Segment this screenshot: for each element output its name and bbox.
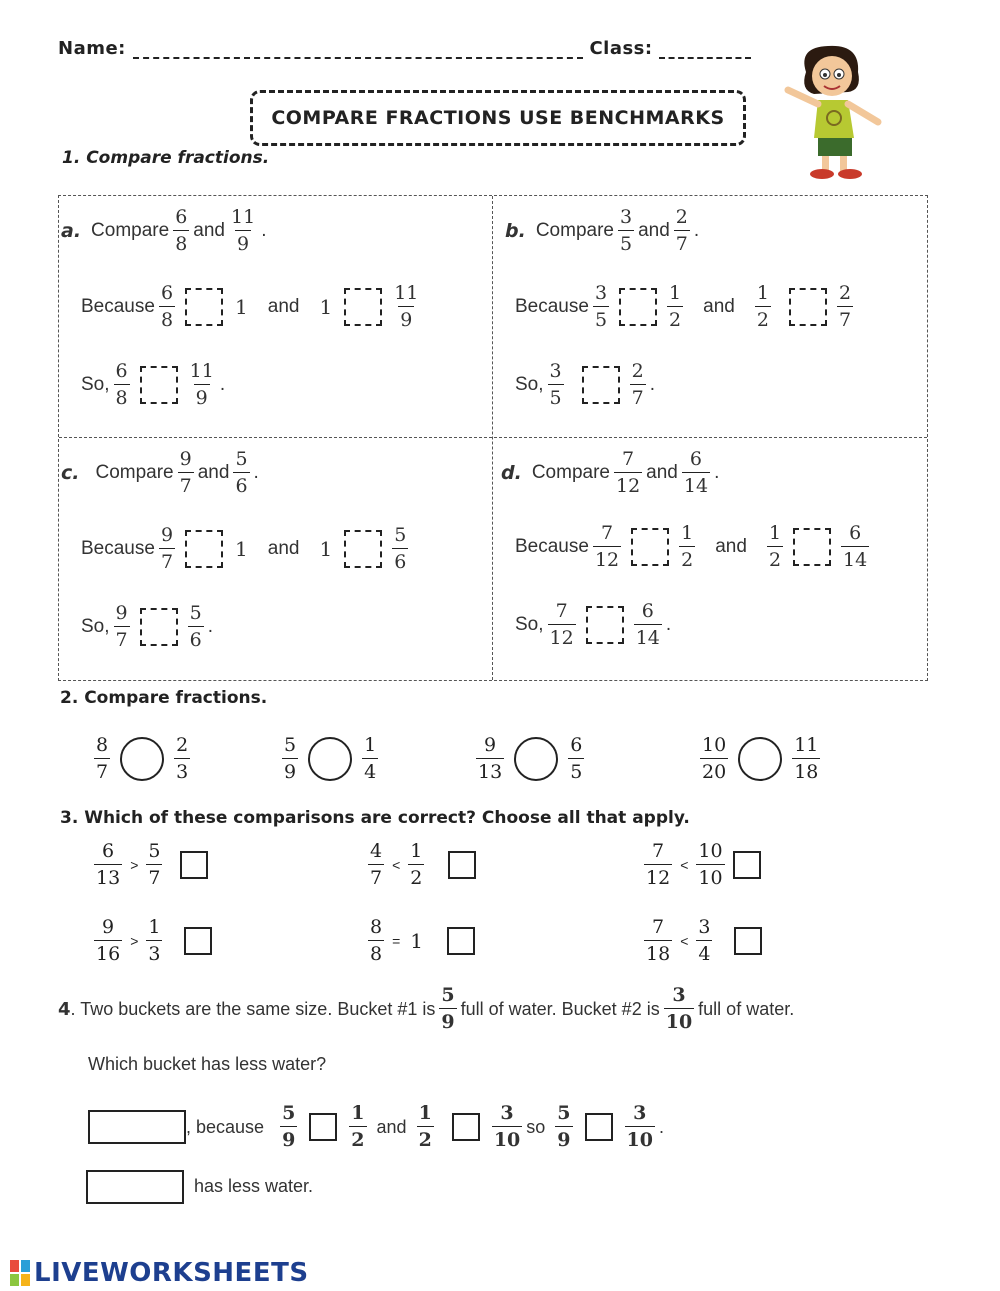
choice-checkbox[interactable] [447, 927, 475, 955]
fraction: $\frac{3}{10}$ [665, 984, 693, 1033]
answer-box[interactable] [793, 528, 831, 566]
class-label: Class: [589, 38, 653, 59]
fraction: $\frac{11}{9}$ [394, 282, 419, 331]
section-3-heading: 3. Which of these comparisons are correct? Choose all that apply. [60, 808, 690, 828]
fraction: $\frac{10}{20}$ [702, 734, 727, 783]
answer-square[interactable] [585, 1113, 613, 1141]
compare-circle[interactable] [738, 737, 782, 781]
benchmark-one: 1 [410, 929, 424, 953]
so-word: So, [81, 616, 110, 637]
problem-d: d. Compare $\frac{7}{12}$ and $\frac{6}{14}$ . Because $\frac{7}{12}$ $\frac{1}{2}$ and $\frac{1}{2}$ $\frac{6}{14}$ So, $\frac{7}{12}$ $\frac{6}{14}$ . [501, 448, 868, 649]
fraction: $\frac{7}{18}$ [646, 916, 671, 965]
problem-c: c. Compare $\frac{9}{7}$ and $\frac{5}{6}$ . Because $\frac{9}{7}$ 1 and 1 $\frac{5}{6}$ So, $\frac{9}{7}$ $\frac{5}{6}$ . [61, 448, 407, 651]
problem-4-text-c: full of water. [698, 998, 795, 1019]
benchmark-half: $\frac{1}{2}$ [768, 522, 782, 571]
fraction: $\frac{3}{10}$ [626, 1102, 653, 1151]
fraction: $\frac{3}{10}$ [493, 1102, 521, 1151]
and-word: and [267, 296, 300, 317]
because-word: , because [186, 1116, 265, 1137]
answer-box[interactable] [789, 288, 827, 326]
fraction: $\frac{9}{13}$ [478, 734, 503, 783]
fraction: $\frac{9}{7}$ [179, 448, 192, 497]
fraction: $\frac{6}{8}$ [160, 282, 174, 331]
comparison-operator: < [680, 857, 689, 873]
fraction: $\frac{3}{4}$ [698, 916, 711, 965]
problem-letter: a. [61, 220, 82, 242]
fraction: $\frac{9}{16}$ [96, 916, 121, 965]
benchmark-half: $\frac{1}{2}$ [681, 522, 694, 571]
problem-4-text-a: . Two buckets are the same size. Bucket #1 is [70, 998, 436, 1019]
answer-box[interactable] [619, 288, 657, 326]
fraction: $\frac{7}{12}$ [549, 600, 574, 649]
fraction: $\frac{3}{5}$ [549, 360, 562, 409]
answer-box[interactable] [344, 530, 382, 568]
brand-name: LIVEWORKSHEETS [34, 1258, 309, 1288]
fraction: $\frac{5}{9}$ [441, 984, 455, 1033]
compare-item-3 [472, 736, 588, 782]
compare-circle[interactable] [120, 737, 164, 781]
compare-item-2 [278, 736, 382, 782]
fraction: $\frac{6}{14}$ [635, 600, 660, 649]
answer-box[interactable] [586, 606, 624, 644]
fraction: $\frac{6}{14}$ [683, 448, 709, 497]
problem-letter: b. [505, 220, 526, 242]
choice-checkbox[interactable] [733, 851, 761, 879]
problem-4-reasoning: , because $\frac{5}{9}$ $\frac{1}{2}$ and $\frac{1}{2}$ $\frac{3}{10}$ so $\frac{5}{9}$ $\frac{3}{10}$ . [186, 1102, 664, 1151]
choice-checkbox[interactable] [184, 927, 212, 955]
section-2-heading: 2. Compare fractions. [60, 688, 268, 708]
comparison-operator: = [392, 933, 401, 949]
problem-number: 4 [58, 998, 71, 1020]
fraction: $\frac{11}{18}$ [794, 734, 819, 783]
less-water-answer-input[interactable] [86, 1170, 184, 1204]
and-word: and [193, 220, 225, 241]
fraction: $\frac{8}{7}$ [96, 734, 109, 783]
fraction: $\frac{6}{14}$ [843, 522, 868, 571]
fraction: $\frac{2}{3}$ [176, 734, 189, 783]
and-word: and [638, 220, 670, 241]
choice-item-4 [90, 918, 212, 964]
and-word: and [197, 462, 230, 483]
fraction: $\frac{5}{9}$ [282, 1102, 296, 1151]
fraction: $\frac{6}{8}$ [175, 206, 188, 255]
fraction: $\frac{11}{9}$ [189, 360, 214, 409]
fraction: $\frac{6}{5}$ [570, 734, 583, 783]
compare-word: Compare [95, 462, 174, 483]
because-word: Because [81, 538, 155, 559]
fraction: $\frac{7}{12}$ [594, 522, 620, 571]
fraction: $\frac{9}{7}$ [115, 602, 128, 651]
choice-item-2 [364, 842, 476, 888]
choice-checkbox[interactable] [448, 851, 476, 879]
problem-4-statement [58, 986, 794, 1032]
comparison-operator: > [130, 933, 139, 949]
fraction: $\frac{5}{9}$ [284, 734, 297, 783]
problem-letter: c. [61, 462, 80, 484]
name-line[interactable] [133, 41, 583, 59]
because-word: Because [515, 536, 589, 557]
fraction: $\frac{4}{7}$ [370, 840, 383, 889]
fraction: $\frac{1}{2}$ [410, 840, 423, 889]
title-box [250, 90, 746, 146]
fraction: $\frac{5}{7}$ [148, 840, 161, 889]
choice-item-6 [640, 918, 762, 964]
fraction: $\frac{10}{10}$ [698, 840, 723, 889]
name-class-row [58, 38, 751, 59]
compare-item-1 [90, 736, 194, 782]
fraction: $\frac{5}{6}$ [189, 602, 202, 651]
benchmark-one: 1 [235, 537, 248, 561]
answer-square[interactable] [309, 1113, 337, 1141]
problem-4-text-b: full of water. Bucket #2 is [460, 998, 660, 1019]
choice-item-1 [90, 842, 208, 888]
comparison-operator: < [680, 933, 689, 949]
answer-box[interactable] [185, 530, 223, 568]
liveworksheets-logo [10, 1258, 309, 1288]
comparison-operator: > [130, 857, 139, 873]
so-word: So, [81, 374, 110, 395]
fraction: $\frac{2}{7}$ [631, 360, 644, 409]
compare-word: Compare [535, 220, 614, 241]
problem-4-question: Which bucket has less water? [88, 1054, 327, 1074]
benchmark-one: 1 [319, 295, 333, 319]
problem-b: b. Compare $\frac{3}{5}$ and $\frac{2}{7}$ . Because $\frac{3}{5}$ $\frac{1}{2}$ and $\frac{1}{2}$ $\frac{2}{7}$ So, $\frac{3}{5}$ $\frac{2}{7}$ . [505, 206, 852, 409]
because-word: Because [515, 296, 589, 317]
fraction: $\frac{3}{5}$ [619, 206, 633, 255]
comparison-operator: < [392, 857, 401, 873]
benchmark-one: 1 [235, 295, 248, 319]
benchmark-half: $\frac{1}{2}$ [669, 282, 682, 331]
cartoon-kid-illustration [778, 42, 890, 182]
fraction: $\frac{5}{6}$ [394, 524, 407, 573]
benchmark-half: $\frac{1}{2}$ [418, 1102, 432, 1151]
problem-a: a. Compare $\frac{6}{8}$ and $\frac{11}{9}$ . Because $\frac{6}{8}$ 1 and 1 $\frac{11}{9}$ So, $\frac{6}{8}$ $\frac{11}{9}$ . [61, 206, 419, 409]
and-word: and [646, 462, 678, 483]
answer-box[interactable] [185, 288, 223, 326]
compare-item-4 [696, 736, 824, 782]
fraction: $\frac{2}{7}$ [838, 282, 852, 331]
so-word: So, [515, 374, 544, 395]
name-label: Name: [58, 38, 126, 59]
answer-square[interactable] [452, 1113, 480, 1141]
fraction: $\frac{1}{4}$ [364, 734, 377, 783]
fraction: $\frac{6}{13}$ [96, 840, 121, 889]
answer-box[interactable] [631, 528, 669, 566]
problem-letter: d. [501, 462, 522, 484]
choice-item-5 [364, 918, 475, 964]
choice-checkbox[interactable] [734, 927, 762, 955]
answer-box[interactable] [344, 288, 382, 326]
and-word: and [376, 1116, 407, 1137]
section-1-heading: 1. Compare fractions. [62, 148, 270, 168]
and-word: and [715, 536, 747, 557]
fraction: $\frac{8}{8}$ [370, 916, 383, 965]
so-word: So, [515, 614, 544, 635]
fraction: $\frac{3}{5}$ [594, 282, 608, 331]
benchmark-half: $\frac{1}{2}$ [351, 1102, 365, 1151]
fraction: $\frac{11}{9}$ [231, 206, 256, 255]
fraction: $\frac{7}{12}$ [646, 840, 671, 889]
page-title: COMPARE FRACTIONS USE BENCHMARKS [271, 107, 725, 129]
fraction: $\frac{9}{7}$ [160, 524, 174, 573]
bucket-answer-input[interactable] [88, 1110, 186, 1144]
class-line[interactable] [659, 41, 751, 59]
fraction: $\frac{5}{6}$ [235, 448, 248, 497]
section-1-grid [58, 195, 928, 681]
fraction: $\frac{6}{8}$ [115, 360, 128, 409]
choice-checkbox[interactable] [180, 851, 208, 879]
and-word: and [703, 296, 735, 317]
compare-circle[interactable] [514, 737, 558, 781]
compare-circle[interactable] [308, 737, 352, 781]
answer-box[interactable] [140, 608, 178, 646]
logo-mark-icon [10, 1260, 30, 1286]
benchmark-one: 1 [319, 537, 333, 561]
answer-box[interactable] [140, 366, 178, 404]
fraction: $\frac{1}{3}$ [148, 916, 161, 965]
and-word: and [267, 538, 300, 559]
fraction: $\frac{5}{9}$ [557, 1102, 571, 1151]
compare-word: Compare [91, 220, 170, 241]
because-word: Because [81, 296, 155, 317]
fraction: $\frac{7}{12}$ [615, 448, 641, 497]
compare-word: Compare [531, 462, 610, 483]
fraction: $\frac{2}{7}$ [675, 206, 688, 255]
choice-item-3 [640, 842, 761, 888]
benchmark-half: $\frac{1}{2}$ [756, 282, 769, 331]
has-less-water-text: has less water. [194, 1176, 314, 1196]
answer-box[interactable] [582, 366, 620, 404]
so-word: so [526, 1116, 546, 1137]
